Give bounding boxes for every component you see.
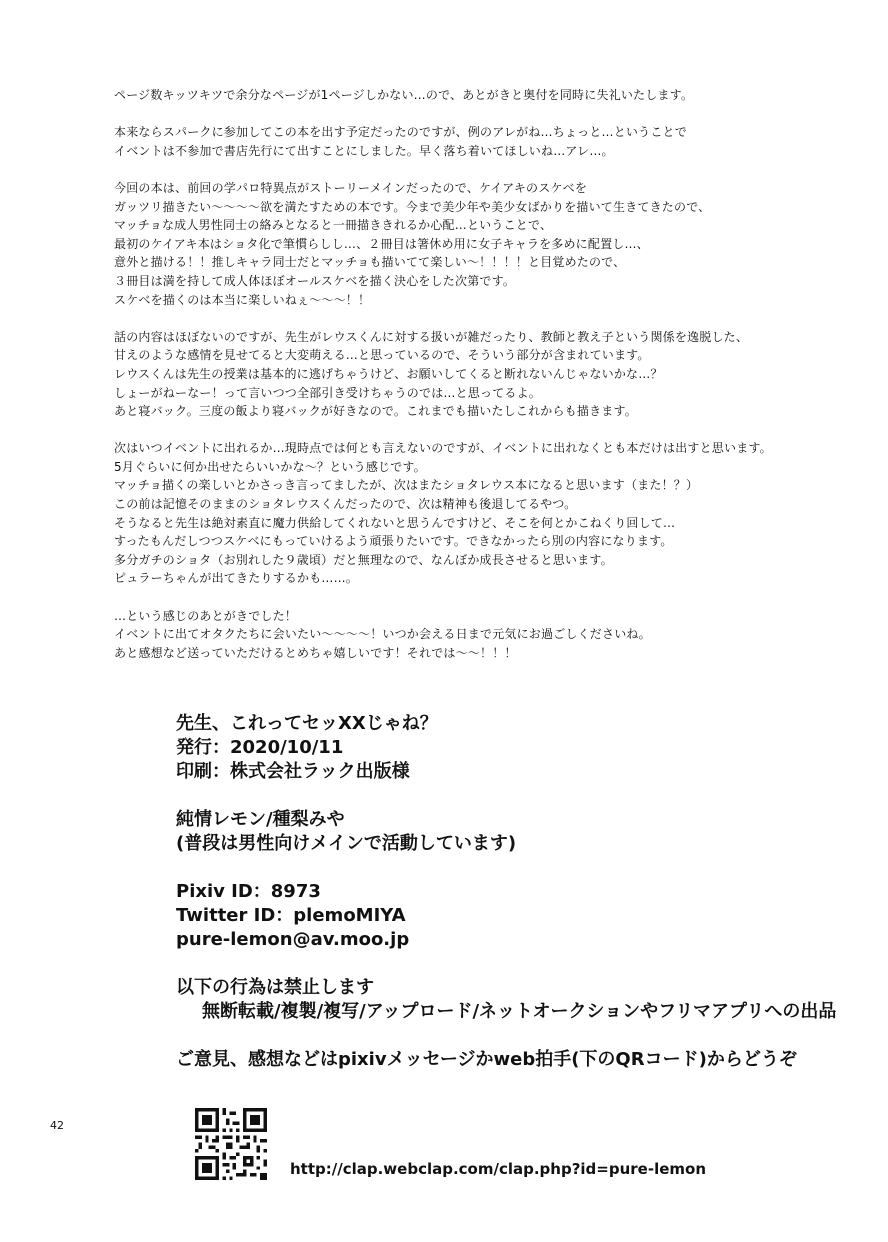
feedback-note (176, 1048, 816, 1072)
afterword-line: 話の内容はほぼないのですが、先生がレウスくんに対する扱いが雑だったり、教師と教え子という関係を逸脱した、 (114, 329, 749, 344)
afterword-line: スケベを描くのは本当に楽しいねぇ～～～！！ (114, 292, 371, 307)
issue-date: 発行：2020/10/11 (176, 737, 344, 758)
afterword-line: レウスくんは先生の授業は基本的に逃げちゃうけど、お願いしてくると断れないんじゃないかな…？ (114, 366, 663, 381)
afterword-line: イベントに出てオタクたちに会いたい～～～～！いつか会える日まで元気にお過ごしくださいね。 (114, 627, 651, 642)
afterword-line: …という感じのあとがきでした！ (114, 608, 298, 623)
afterword-line: この前は記憶そのままのショタレウスくんだったので、次は精神も後退してるやつ。 (114, 497, 577, 512)
afterword (114, 86, 834, 681)
afterword-line: イベントは不参加で書店先行にて出すことにしました。早く落ち着いてほしいね…アレ…。 (114, 143, 614, 158)
publication-info (176, 712, 816, 784)
circle-note: (普段は男性向けメインで活動しています) (176, 833, 517, 854)
afterword-line: ガッツリ描きたい～～～～欲を満たすための本です。今まで美少年や美少女ばかりを描いて生きてきたので、 (114, 199, 711, 214)
afterword-line: あと感想など送っていただけるとめちゃ嬉しいです！それでは～～！！！ (114, 645, 517, 660)
printer: 印刷：株式会社ラック出版様 (176, 761, 410, 782)
afterword-paragraph (114, 328, 834, 421)
webclap-url[interactable]: http://clap.webclap.com/clap.php?id=pure-lemon (290, 1160, 707, 1178)
afterword-line: 意外と描ける！！推しキャラ同士だとマッチョも描いてて楽しい～！！！！と目覚めたので、 (114, 255, 626, 270)
afterword-line: マッチョな成人男性同士の絡みとなると一冊描ききれるか心配…ということで、 (114, 218, 553, 233)
contact-info (176, 880, 816, 952)
prohibited-heading: 以下の行為は禁止します (176, 977, 374, 998)
circle-name: 純情レモン/種梨みや (176, 809, 345, 830)
book-title: 先生、これってセッXXじゃね？ (176, 713, 438, 734)
afterword-line: マッチョ描くの楽しいとかさっき言ってましたが、次はまたショタレウス本になると思います（また！？） (114, 478, 699, 493)
afterword-paragraph (114, 123, 834, 160)
afterword-line: 多分ガチのショタ（お別れした９歳頃）だと無理なので、なんぼか成長させると思います。 (114, 552, 613, 567)
afterword-line: ページ数キッツキツで余分なページが1ページしかない…ので、あとがきと奥付を同時に失礼いたします。 (114, 88, 694, 102)
qr-code-icon[interactable] (195, 1108, 267, 1180)
page-number: 42 (50, 1119, 64, 1132)
afterword-line: しょーがねーなー！って言いつつ全部引き受けちゃうのでは…と思ってるよ。 (114, 385, 542, 400)
afterword-line: 本来ならスパークに参加してこの本を出す予定だったのですが、例のアレがね…ちょっと…ということで (114, 125, 687, 140)
afterword-line: あと寝バック。三度の飯より寝バックが好きなので。これまでも描いたしこれからも描きます。 (114, 404, 637, 419)
email: pure-lemon@av.moo.jp (176, 929, 410, 950)
pixiv-id: Pixiv ID：8973 (176, 881, 321, 902)
prohibited-acts (176, 976, 837, 1024)
afterword-line: 5月ぐらいに何か出せたらいいかな～？という感じです。 (114, 459, 426, 474)
colophon (176, 712, 837, 1072)
afterword-paragraph (114, 179, 834, 309)
afterword-paragraph (114, 439, 834, 588)
afterword-line: すったもんだしつつスケベにもっていけるよう頑張りたいです。できなかったら別の内容になります。 (114, 534, 673, 549)
afterword-paragraph (114, 86, 834, 105)
afterword-line: ３冊目は満を持して成人体ほぼオールスケベを描く決心をした次第です。 (114, 273, 516, 288)
feedback-text: ご意見、感想などはpixivメッセージかweb拍手(下のQRコード)からどうぞ (176, 1049, 797, 1070)
afterword-line: 今回の本は、前回の学パロ特異点がストーリーメインだったので、ケイアキのスケベを (114, 180, 588, 195)
prohibited-list: 無断転載/複製/複写/アップロード/ネットオークションやフリマアプリへの出品 (202, 1001, 837, 1022)
twitter-id: Twitter ID：plemoMIYA (176, 905, 406, 926)
afterword-line: ピュラーちゃんが出てきたりするかも……。 (114, 571, 359, 586)
afterword-line: そうなると先生は絶対素直に魔力供給してくれないと思うんですけど、そこを何とかこねくり回して… (114, 515, 676, 530)
afterword-line: 最初のケイアキ本はショタ化で筆慣らしし…、２冊目は箸休め用に女子キャラを多めに配置し…、 (114, 236, 649, 251)
author-info (176, 808, 816, 856)
afterword-paragraph (114, 607, 834, 663)
afterword-line: 次はいつイベントに出れるか…現時点では何とも言えないのですが、イベントに出れなくとも本だけは出すと思います。 (114, 441, 772, 456)
afterword-line: 甘えのような感情を見せてると大変萌える…と思っているので、そういう部分が含まれています。 (114, 348, 650, 363)
